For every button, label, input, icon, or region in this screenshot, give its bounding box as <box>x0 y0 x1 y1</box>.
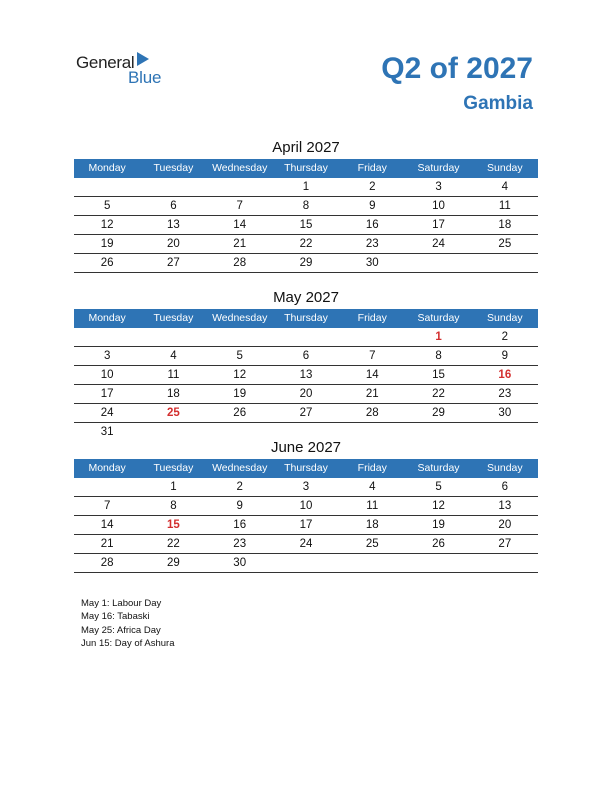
weekday-label: Thursday <box>284 162 328 174</box>
weekday-label: Tuesday <box>153 462 194 474</box>
day-cell: 28 <box>365 407 379 419</box>
day-cell: 9 <box>501 350 509 362</box>
day-cell: 24 <box>432 238 445 250</box>
day-cell: 20 <box>167 238 180 250</box>
day-cell: 17 <box>100 388 114 400</box>
day-cell: 13 <box>167 219 180 231</box>
day-cell: 1 <box>302 181 310 193</box>
day-cell: 16 <box>365 219 379 231</box>
day-cell: 4 <box>170 350 177 362</box>
week-row <box>74 328 538 347</box>
day-cell: 24 <box>299 538 313 550</box>
weekday-label: Saturday <box>417 312 460 324</box>
empty-day-cell <box>472 254 538 272</box>
day-cell: 5 <box>103 200 111 212</box>
day-cell: 29 <box>299 257 313 269</box>
weekday-label: Wednesday <box>212 462 268 474</box>
week-row <box>74 216 538 235</box>
day-cell: 12 <box>233 369 247 381</box>
weekday-label: Thursday <box>284 312 328 324</box>
weekday-label: Monday <box>88 312 126 324</box>
weekday-label: Friday <box>357 312 387 324</box>
day-cell: 6 <box>170 200 177 212</box>
day-cell: 1 <box>170 481 177 493</box>
day-cell: 10 <box>299 500 313 512</box>
day-cell: 7 <box>103 500 111 512</box>
day-cell: 13 <box>498 500 512 512</box>
day-cell: 3 <box>435 181 442 193</box>
day-cell: 26 <box>100 257 114 269</box>
week-row <box>74 535 538 554</box>
day-cell: 2 <box>501 331 509 343</box>
weekday-label: Wednesday <box>212 162 268 174</box>
day-cell: 27 <box>498 538 512 550</box>
weekday-label: Tuesday <box>153 162 194 174</box>
day-cell: 28 <box>100 557 114 569</box>
empty-day-cell <box>74 478 140 496</box>
week-row <box>74 197 538 216</box>
empty-day-cell <box>273 554 339 572</box>
day-cell: 28 <box>233 257 247 269</box>
day-cell: 21 <box>233 238 247 250</box>
empty-day-cell <box>140 328 206 346</box>
holiday-day-cell: 16 <box>498 369 512 381</box>
day-cell: 19 <box>100 238 114 250</box>
week-row <box>74 385 538 404</box>
day-cell: 5 <box>435 481 442 493</box>
day-cell: 15 <box>299 219 313 231</box>
empty-day-cell <box>207 178 273 196</box>
day-cell: 23 <box>365 238 379 250</box>
day-cell: 14 <box>100 519 114 531</box>
holiday-note: Jun 15: Day of Ashura <box>81 637 175 649</box>
empty-day-cell <box>339 328 405 346</box>
day-cell: 11 <box>366 500 379 512</box>
week-row <box>74 404 538 423</box>
weekday-label: Thursday <box>284 462 328 474</box>
day-cell: 6 <box>501 481 509 493</box>
empty-day-cell <box>74 328 140 346</box>
day-cell: 8 <box>435 350 442 362</box>
weekday-label: Sunday <box>487 162 523 174</box>
week-row <box>74 497 538 516</box>
day-cell: 27 <box>167 257 180 269</box>
month-block <box>74 137 538 273</box>
country-name: Gambia <box>463 93 533 114</box>
day-cell: 27 <box>299 407 313 419</box>
day-cell: 2 <box>236 481 243 493</box>
weekday-header <box>74 159 538 178</box>
day-cell: 17 <box>299 519 313 531</box>
day-cell: 7 <box>369 350 376 362</box>
weekday-header <box>74 309 538 328</box>
day-cell: 14 <box>365 369 379 381</box>
day-cell: 15 <box>432 369 445 381</box>
day-cell: 20 <box>498 519 512 531</box>
holiday-note: May 1: Labour Day <box>81 598 162 609</box>
day-cell: 10 <box>432 200 445 212</box>
empty-day-cell <box>74 178 140 196</box>
day-cell: 30 <box>365 257 379 269</box>
empty-day-cell <box>140 178 206 196</box>
day-cell: 29 <box>432 407 445 419</box>
page-title: Q2 of 2027 <box>381 52 533 85</box>
day-cell: 25 <box>498 238 512 250</box>
logo <box>76 52 176 88</box>
week-row <box>74 178 538 197</box>
week-row <box>74 235 538 254</box>
day-cell: 19 <box>432 519 445 531</box>
day-cell: 10 <box>100 369 114 381</box>
weekday-label: Friday <box>357 162 387 174</box>
week-row <box>74 516 538 535</box>
month-title: June 2027 <box>270 439 342 456</box>
day-cell: 2 <box>369 181 376 193</box>
day-cell: 4 <box>501 181 509 193</box>
month-block <box>74 437 538 573</box>
holiday-notes <box>81 597 174 650</box>
weekday-label: Tuesday <box>153 312 194 324</box>
logo-text-blue: Blue <box>128 68 162 87</box>
holiday-day-cell: 1 <box>435 331 442 343</box>
day-cell: 26 <box>432 538 445 550</box>
day-cell: 18 <box>365 519 379 531</box>
day-cell: 11 <box>167 369 180 381</box>
day-cell: 21 <box>100 538 114 550</box>
holiday-day-cell: 25 <box>167 407 180 419</box>
day-cell: 20 <box>299 388 313 400</box>
weekday-label: Wednesday <box>212 312 268 324</box>
day-cell: 23 <box>498 388 512 400</box>
day-cell: 8 <box>170 500 177 512</box>
week-row <box>74 554 538 573</box>
day-cell: 26 <box>233 407 247 419</box>
holiday-note: May 16: Tabaski <box>81 611 150 623</box>
month-title: April 2027 <box>272 139 340 156</box>
day-cell: 9 <box>369 200 376 212</box>
week-row <box>74 254 538 273</box>
day-cell: 3 <box>302 481 310 493</box>
weekday-label: Sunday <box>487 462 523 474</box>
empty-day-cell <box>405 554 471 572</box>
day-cell: 4 <box>369 481 376 493</box>
month-title: May 2027 <box>273 289 339 306</box>
day-cell: 30 <box>498 407 512 419</box>
day-cell: 30 <box>233 557 247 569</box>
day-cell: 19 <box>233 388 247 400</box>
empty-day-cell <box>207 328 273 346</box>
weekday-label: Sunday <box>487 312 523 324</box>
day-cell: 11 <box>498 200 511 212</box>
day-cell: 24 <box>100 407 114 419</box>
day-cell: 25 <box>365 538 379 550</box>
day-cell: 23 <box>233 538 247 550</box>
logo-text-general: General <box>76 53 135 72</box>
empty-day-cell <box>405 254 471 272</box>
weekday-header <box>74 459 538 478</box>
holiday-note: May 25: Africa Day <box>81 624 161 636</box>
day-cell: 14 <box>233 219 247 231</box>
day-cell: 7 <box>236 200 243 212</box>
weekday-label: Friday <box>357 462 387 474</box>
day-cell: 12 <box>432 500 445 512</box>
day-cell: 29 <box>167 557 180 569</box>
logo-flag-icon <box>137 52 149 66</box>
week-row <box>74 347 538 366</box>
day-cell: 8 <box>302 200 310 212</box>
day-cell: 6 <box>302 350 310 362</box>
week-row <box>74 366 538 385</box>
empty-day-cell <box>339 554 405 572</box>
holiday-day-cell: 15 <box>167 519 180 531</box>
day-cell: 22 <box>299 238 313 250</box>
day-cell: 5 <box>236 350 243 362</box>
day-cell: 31 <box>100 426 114 438</box>
month-block <box>74 287 538 441</box>
day-cell: 17 <box>432 219 445 231</box>
weekday-label: Monday <box>88 462 126 474</box>
week-row <box>74 478 538 497</box>
empty-day-cell <box>472 554 538 572</box>
weekday-label: Saturday <box>417 462 460 474</box>
day-cell: 12 <box>100 219 114 231</box>
day-cell: 22 <box>167 538 180 550</box>
day-cell: 9 <box>236 500 243 512</box>
day-cell: 22 <box>432 388 445 400</box>
day-cell: 13 <box>299 369 313 381</box>
day-cell: 21 <box>365 388 379 400</box>
day-cell: 3 <box>103 350 111 362</box>
day-cell: 16 <box>233 519 247 531</box>
weekday-label: Saturday <box>417 162 460 174</box>
empty-day-cell <box>273 328 339 346</box>
weekday-label: Monday <box>88 162 126 174</box>
day-cell: 18 <box>167 388 180 400</box>
day-cell: 18 <box>498 219 512 231</box>
